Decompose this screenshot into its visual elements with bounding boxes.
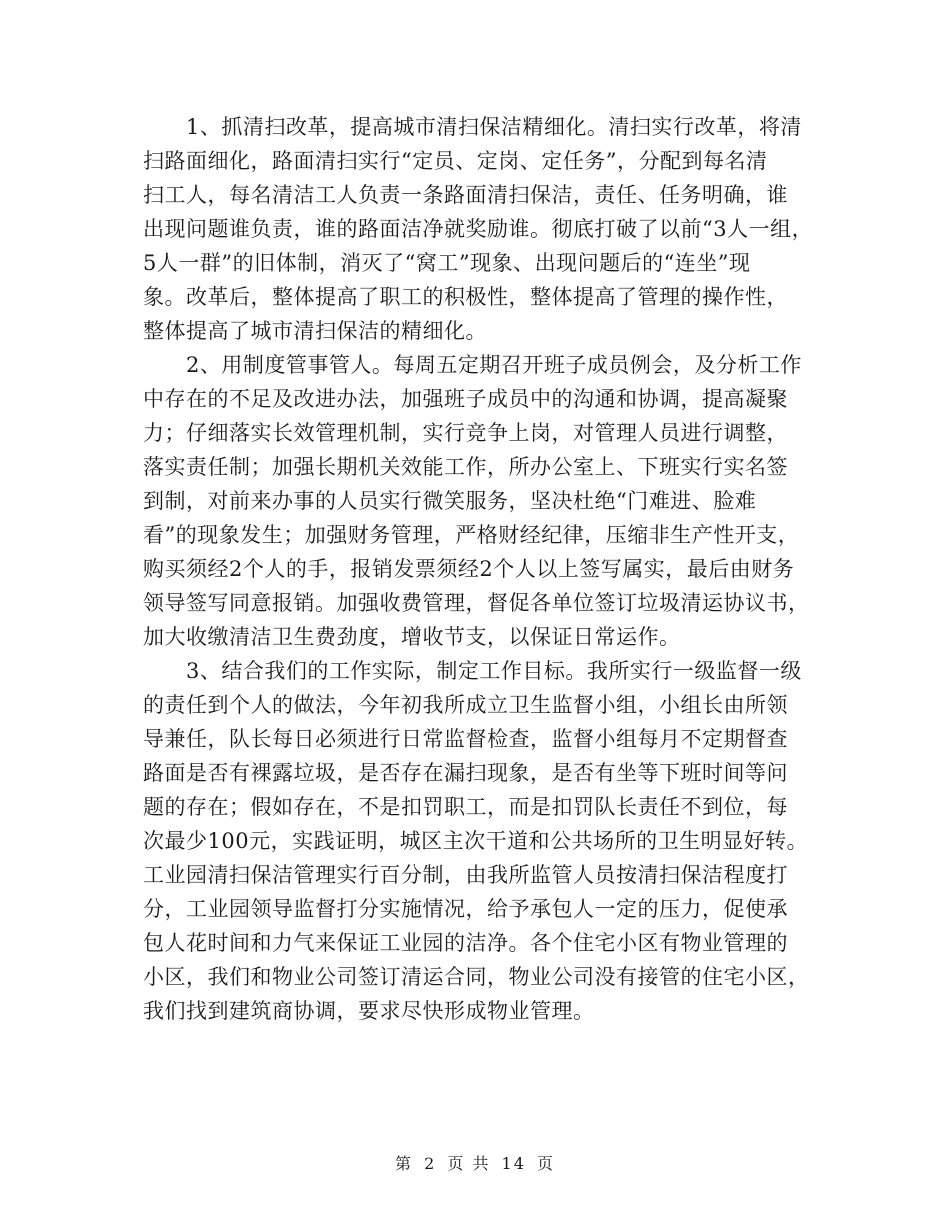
footer-mid: 页 共 <box>447 1154 491 1173</box>
footer-total-pages: 14 <box>501 1154 526 1173</box>
text-line: 分，工业园领导监督打分实施情况，给予承包人一定的压力，促使承 <box>143 897 788 921</box>
text-line: 购买须经2个人的手，报销发票须经2个人以上签写属实，最后由财务 <box>143 557 795 581</box>
footer-page-number: 2 <box>424 1154 437 1173</box>
text-line: 1、抓清扫改革，提高城市清扫保洁精细化。清扫实行改革，将清 <box>143 115 802 139</box>
text-line: 题的存在；假如存在，不是扣罚职工，而是扣罚队长责任不到位，每 <box>143 795 788 819</box>
page-footer <box>0 1154 950 1174</box>
text-line: 路面是否有裸露垃圾，是否存在漏扫现象，是否有坐等下班时间等问 <box>143 761 788 785</box>
text-line: 次最少100元，实践证明，城区主次干道和公共场所的卫生明显好转。 <box>143 829 809 853</box>
text-line: 2、用制度管事管人。每周五定期召开班子成员例会，及分析工作 <box>143 353 802 377</box>
text-line: 小区，我们和物业公司签订清运合同，物业公司没有接管的住宅小区， <box>143 965 810 989</box>
text-line: 象。改革后，整体提高了职工的积极性，整体提高了管理的操作性， <box>143 285 788 309</box>
text-line: 到制，对前来办事的人员实行微笑服务，坚决杜绝“门难进、脸难 <box>143 489 757 513</box>
text-line: 整体提高了城市清扫保洁的精细化。 <box>143 319 487 343</box>
text-line: 我们找到建筑商协调，要求尽快形成物业管理。 <box>143 999 595 1023</box>
text-line: 加大收缴清洁卫生费劲度，增收节支，以保证日常运作。 <box>143 625 681 649</box>
text-line: 扫工人，每名清洁工人负责一条路面清扫保洁，责任、任务明确，谁 <box>143 183 788 207</box>
text-line: 工业园清扫保洁管理实行百分制，由我所监管人员按清扫保洁程度打 <box>143 863 788 887</box>
text-line: 落实责任制；加强长期机关效能工作，所办公室上、下班实行实名签 <box>143 455 788 479</box>
text-line: 包人花时间和力气来保证工业园的洁净。各个住宅小区有物业管理的 <box>143 931 788 955</box>
text-line: 出现问题谁负责，谁的路面洁净就奖励谁。彻底打破了以前“3人一组， <box>143 217 814 241</box>
text-line: 领导签写同意报销。加强收费管理，督促各单位签订垃圾清运协议书， <box>143 591 810 615</box>
text-line: 扫路面细化，路面清扫实行“定员、定岗、定任务”，分配到每名清 <box>143 149 768 173</box>
footer-suffix: 页 <box>537 1154 556 1173</box>
text-line: 中存在的不足及改进办法，加强班子成员中的沟通和协调，提高凝聚 <box>143 387 788 411</box>
text-line: 看”的现象发生；加强财务管理，严格财经纪律，压缩非生产性开支， <box>143 523 800 547</box>
text-line: 的责任到个人的做法，今年初我所成立卫生监督小组，小组长由所领 <box>143 693 788 717</box>
text-line: 3、结合我们的工作实际，制定工作目标。我所实行一级监督一级 <box>143 659 802 683</box>
text-line: 力；仔细落实长效管理机制，实行竞争上岗，对管理人员进行调整， <box>143 421 788 445</box>
text-line: 5人一群”的旧体制，消灭了“窝工”现象、出现问题后的“连坐”现 <box>143 251 751 275</box>
text-line: 导兼任，队长每日必须进行日常监督检查，监督小组每月不定期督查 <box>143 727 788 751</box>
footer-prefix: 第 <box>394 1154 413 1173</box>
